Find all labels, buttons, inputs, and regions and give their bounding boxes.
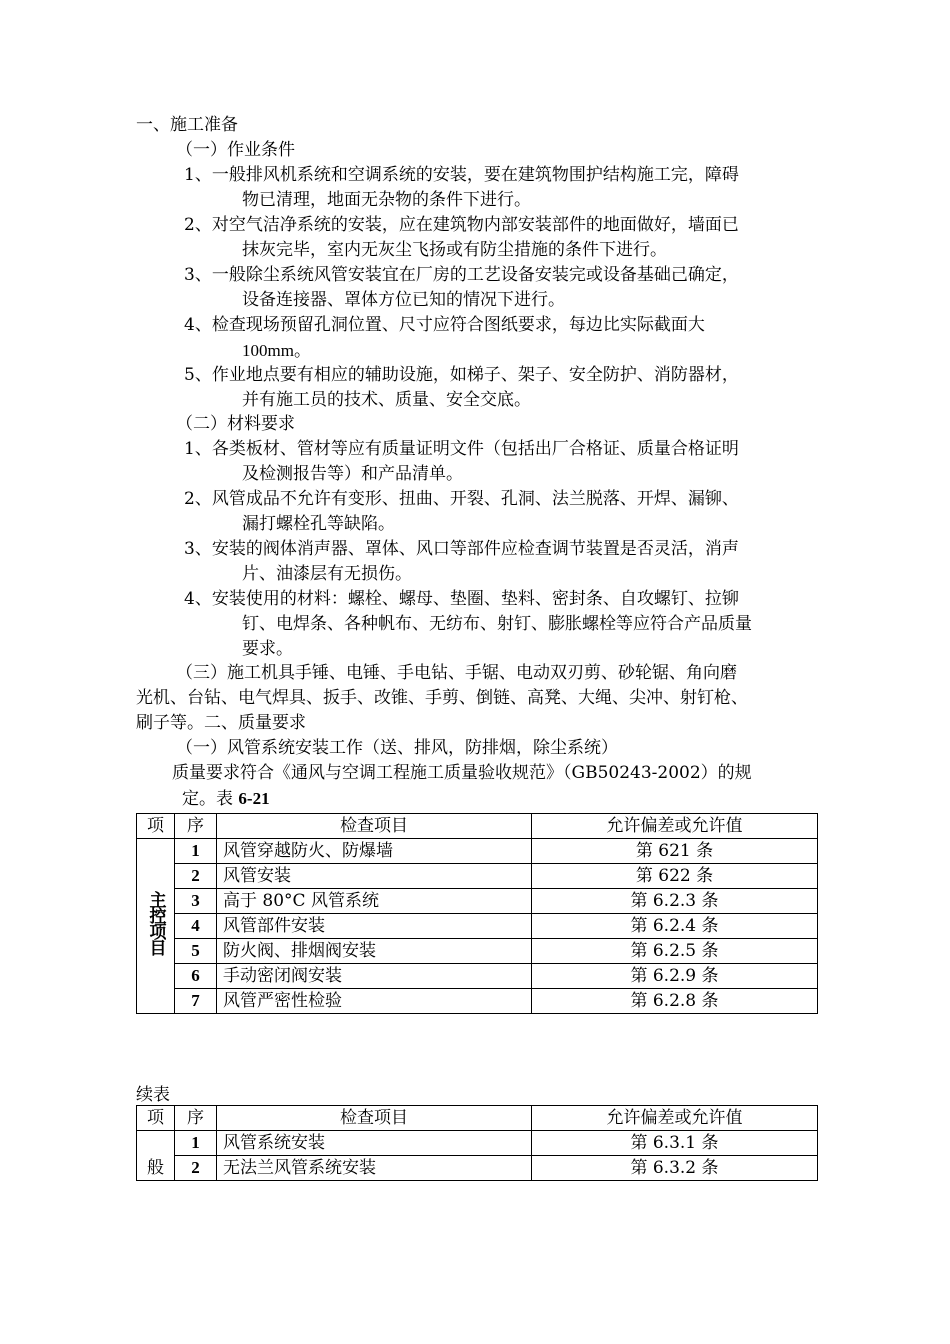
inspection-table-continued (136, 1105, 818, 1181)
table-row (137, 1156, 818, 1181)
row-item: 手动密闭阀安装 (217, 964, 532, 989)
header-category: 项 (137, 1106, 175, 1131)
row-number: 5 (175, 939, 217, 964)
material-1-line-2: 及检测报告等）和产品清单。 (242, 464, 463, 484)
condition-1-line-1: 1、一般排风机系统和空调系统的安装，要在建筑物围护结构施工完，障碍 (184, 165, 739, 185)
row-value: 第 6.3.2 条 (532, 1156, 818, 1181)
row-item: 风管系统安装 (217, 1131, 532, 1156)
row-number: 1 (175, 1131, 217, 1156)
row-value: 第 6.3.1 条 (532, 1131, 818, 1156)
row-value: 第 6.2.8 条 (532, 989, 818, 1014)
row-number: 1 (175, 839, 217, 864)
row-number: 2 (175, 864, 217, 889)
inspection-table-main (136, 813, 818, 1014)
row-number: 6 (175, 964, 217, 989)
material-1-line-1: 1、各类板材、管材等应有质量证明文件（包括出厂合格证、质量合格证明 (184, 439, 739, 459)
row-item: 防火阀、排烟阀安装 (217, 939, 532, 964)
quality-subsection-title: （一）风管系统安装工作（送、排风，防排烟，除尘系统） (176, 738, 618, 758)
table-row (137, 939, 818, 964)
row-value: 第 6.2.4 条 (532, 914, 818, 939)
tools-line-2: 光机、台钻、电气焊具、扳手、改锥、手剪、倒链、高凳、大绳、尖冲、射钉枪、 (136, 688, 748, 708)
condition-2-line-2: 抹灰完毕，室内无灰尘飞扬或有防尘措施的条件下进行。 (242, 240, 667, 260)
material-2-line-1: 2、风管成品不允许有变形、扭曲、开裂、孔洞、法兰脱落、开焊、漏铆、 (184, 489, 739, 509)
material-4-line-3: 要求。 (242, 639, 293, 659)
group-label-general: 般 (137, 1131, 175, 1181)
table-header-row (137, 814, 818, 839)
table-reference-prefix: 定。表 (182, 789, 239, 809)
row-item: 高于 80°C 风管系统 (217, 889, 532, 914)
header-tolerance: 允许偏差或允许值 (532, 814, 818, 839)
section-1-title: 一、施工准备 (136, 115, 238, 135)
row-value: 第 6.2.9 条 (532, 964, 818, 989)
row-number: 2 (175, 1156, 217, 1181)
subsection-work-conditions-title: （一）作业条件 (176, 140, 295, 160)
group-label-main-control: 主控项目 (137, 839, 175, 1014)
header-tolerance: 允许偏差或允许值 (532, 1106, 818, 1131)
continued-table-label: 续表 (136, 1085, 170, 1105)
material-4-line-2: 钉、电焊条、各种帆布、无纺布、射钉、膨胀螺栓等应符合产品质量 (242, 614, 752, 634)
material-4-line-1: 4、安装使用的材料：螺栓、螺母、垫圈、垫料、密封条、自攻螺钉、拉铆 (184, 589, 739, 609)
table-row (137, 964, 818, 989)
row-value: 第 621 条 (532, 839, 818, 864)
table-row (137, 914, 818, 939)
header-check-item: 检查项目 (217, 814, 532, 839)
header-category: 项 (137, 814, 175, 839)
header-seq: 序 (175, 814, 217, 839)
row-item: 无法兰风管系统安装 (217, 1156, 532, 1181)
table-row (137, 864, 818, 889)
row-value: 第 6.2.3 条 (532, 889, 818, 914)
row-number: 4 (175, 914, 217, 939)
material-3-line-1: 3、安装的阀体消声器、罩体、风口等部件应检查调节装置是否灵活，消声 (184, 539, 739, 559)
row-value: 第 6.2.5 条 (532, 939, 818, 964)
tools-line-1: （三）施工机具手锤、电锤、手电钻、手锯、电动双刃剪、砂轮锯、角向磨 (176, 663, 737, 683)
subsection-materials-title: （二）材料要求 (176, 414, 295, 434)
condition-1-line-2: 物已清理，地面无杂物的条件下进行。 (242, 190, 531, 210)
condition-3-line-2: 设备连接器、罩体方位已知的情况下进行。 (242, 290, 565, 310)
row-number: 3 (175, 889, 217, 914)
header-check-item: 检查项目 (217, 1106, 532, 1131)
table-number: 6-21 (238, 789, 270, 808)
table-row (137, 1131, 818, 1156)
tools-line-3: 刷子等。二、质量要求 (136, 713, 306, 733)
header-seq: 序 (175, 1106, 217, 1131)
row-item: 风管穿越防火、防爆墙 (217, 839, 532, 864)
condition-4-line-1: 4、检查现场预留孔洞位置、尺寸应符合图纸要求，每边比实际截面大 (184, 315, 705, 335)
condition-4-line-2: 100mm。 (242, 341, 311, 360)
table-row (137, 989, 818, 1014)
quality-requirement-text-2 (182, 786, 270, 812)
row-item: 风管部件安装 (217, 914, 532, 939)
table-row (137, 839, 818, 864)
condition-3-line-1: 3、一般除尘系统风管安装宜在厂房的工艺设备安装完或设备基础己确定， (184, 265, 739, 285)
row-value: 第 622 条 (532, 864, 818, 889)
material-2-line-2: 漏打螺栓孔等缺陷。 (242, 514, 395, 534)
condition-5-line-2: 并有施工员的技术、质量、安全交底。 (242, 390, 531, 410)
row-number: 7 (175, 989, 217, 1014)
condition-5-line-1: 5、作业地点要有相应的辅助设施，如梯子、架子、安全防护、消防器材， (184, 365, 739, 385)
table-row (137, 889, 818, 914)
quality-requirement-text: 质量要求符合《通风与空调工程施工质量验收规范》（GB50243-2002）的规 (172, 763, 752, 783)
condition-2-line-1: 2、对空气洁净系统的安装，应在建筑物内部安装部件的地面做好，墙面已 (184, 215, 739, 235)
table-header-row (137, 1106, 818, 1131)
material-3-line-2: 片、油漆层有无损伤。 (242, 564, 412, 584)
row-item: 风管安装 (217, 864, 532, 889)
row-item: 风管严密性检验 (217, 989, 532, 1014)
